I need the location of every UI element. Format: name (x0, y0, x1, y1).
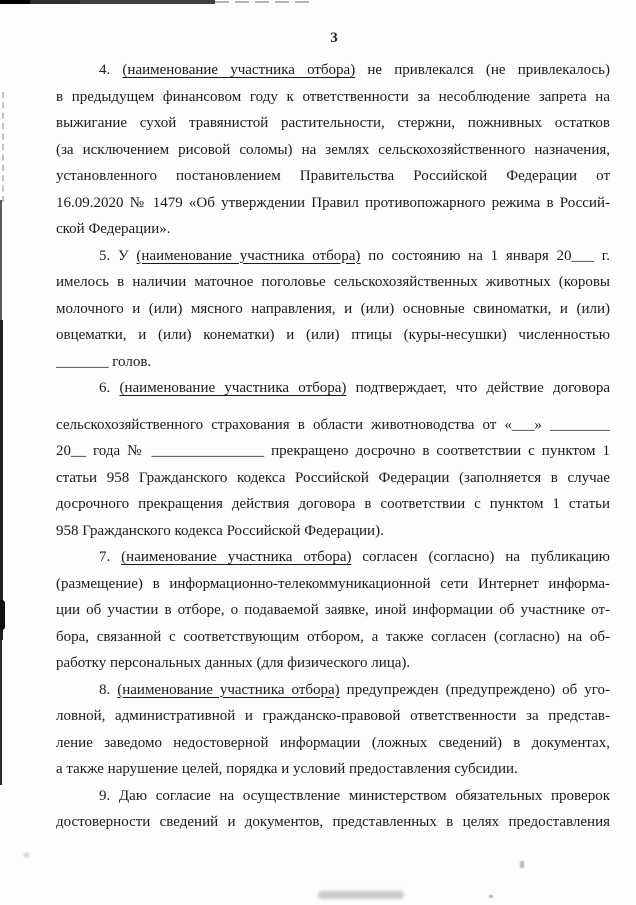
text-segment: 16.09.2020 № 1479 «Об утверждении Правил противопожарного режима в Россий- (56, 194, 610, 211)
text-segment: достоверности сведений и документов, представленных в целях предоставления (56, 814, 610, 830)
text-segment: (размещение) в информационно-телекоммуникационной сети Интернет информа- (56, 575, 610, 592)
document-line (56, 438, 610, 465)
document-line (56, 110, 610, 137)
scan-artifact-left-dashed-line (2, 92, 4, 202)
document-line (56, 650, 610, 677)
text-segment: 5. У (99, 247, 137, 264)
document-line (56, 190, 610, 217)
text-segment: 8. (99, 681, 118, 698)
document-line (56, 809, 610, 836)
document-line (56, 491, 610, 518)
document-line (56, 518, 610, 545)
document-body (56, 57, 610, 836)
document-line (56, 783, 610, 810)
text-segment: по состоянию на 1 января 20___ г. (360, 247, 610, 264)
text-segment: сельскохозяйственного страхования в области животноводства от «___» ________ (56, 416, 610, 433)
paragraph-8 (56, 677, 610, 783)
document-line (56, 84, 610, 111)
scan-artifact-dot (489, 895, 493, 898)
paragraph-7 (56, 544, 610, 677)
text-segment: 958 Гражданского кодекса Российской Федерации). (56, 522, 384, 539)
document-line (56, 243, 610, 270)
underlined-placeholder: (наименование участника отбора) (121, 549, 352, 565)
text-segment: имелось в наличии маточное поголовье сельскохозяйственных животных (коровы (56, 274, 610, 290)
text-segment: ции об участии в отборе, о подаваемой заявке, иной информации об участнике от- (56, 602, 610, 618)
text-segment: 20__ года № _______________ прекращено досрочно в соответствии с пунктом 1 (56, 443, 610, 459)
document-line (56, 375, 610, 402)
underlined-placeholder: (наименование участника отбора) (117, 681, 340, 698)
document-line (56, 137, 610, 164)
scan-artifact-dot (520, 861, 524, 868)
document-line (56, 544, 610, 571)
document-line (56, 465, 610, 492)
text-segment: выжигание сухой травянистой растительности, стержни, пожнивных остатков (56, 115, 610, 131)
document-line (56, 163, 610, 190)
scan-artifact-top-bar (0, 0, 215, 4)
scan-artifact-left-line (0, 320, 3, 640)
document-line (56, 571, 610, 598)
document-line (56, 677, 610, 704)
document-line (56, 412, 610, 439)
document-line (56, 703, 610, 730)
text-segment: ловной, административной и гражданско-правовой ответственности за представ- (56, 708, 610, 724)
text-segment: 7. (99, 549, 122, 565)
text-segment: в предыдущем финансовом году к ответственности за несоблюдение запрета на (56, 88, 610, 105)
paragraph-5 (56, 243, 610, 376)
underlined-placeholder: (наименование участника отбора) (119, 380, 347, 396)
text-segment: овцематки, и (или) конематки) и (или) птицы (куры-несушки) численностью (56, 327, 610, 343)
text-segment: а также нарушение целей, порядка и условий предоставления субсидии. (56, 761, 518, 777)
text-segment: досрочного прекращения действия договора в соответствии с пунктом 1 статьи (56, 496, 610, 512)
scan-artifact-top-bar-faint (215, 1, 315, 3)
underlined-placeholder: (наименование участника отбора) (136, 247, 361, 264)
document-line (56, 730, 610, 757)
scan-artifact-dot (24, 853, 29, 857)
text-segment: 6. (99, 380, 120, 396)
text-segment: работку персональных данных (для физического лица). (56, 655, 411, 671)
underlined-placeholder: (наименование участника отбора) (122, 62, 356, 78)
text-segment: согласен (согласно) на публикацию (351, 549, 610, 565)
document-line (56, 216, 610, 243)
document-line (56, 597, 610, 624)
paragraph-6 (56, 375, 610, 544)
text-segment: подтверждает, что действие договора (346, 380, 610, 396)
page-number: 3 (330, 30, 338, 46)
document-line (56, 756, 610, 783)
scan-artifact-left-line (0, 200, 2, 320)
document-line (56, 624, 610, 651)
document-line (56, 349, 610, 376)
scan-artifact-smudge (318, 891, 404, 899)
text-segment: предупрежден (предупреждено) об уго- (339, 681, 610, 698)
document-line (56, 322, 610, 349)
paragraph-9 (56, 783, 610, 836)
document-line (56, 57, 610, 84)
scan-artifact-left-blob (0, 600, 5, 630)
text-segment: ление заведомо недостоверной информации (ложных сведений) в документах, (56, 734, 610, 751)
text-segment: не привлекался (не привлекалось) (355, 62, 610, 78)
document-line (56, 269, 610, 296)
text-segment: установленного постановлением Правительства Российской Федерации от (56, 168, 610, 184)
text-segment: _______ голов. (56, 353, 152, 370)
text-segment: 4. (99, 62, 123, 78)
text-segment: ской Федерации». (56, 221, 171, 237)
paragraph-4 (56, 57, 610, 243)
text-segment: молочного и (или) мясного направления, и (или) основные свиноматки, и (или) (56, 300, 610, 317)
text-segment: статьи 958 Гражданского кодекса Российской Федерации (заполняется в случае (56, 469, 610, 486)
document-line (56, 296, 610, 323)
text-segment: бора, связанной с соответствующим отбором, а также согласен (согласно) на об- (56, 628, 610, 645)
scan-artifact-left-line (0, 640, 2, 785)
text-segment: 9. Даю согласие на осуществление министерством обязательных проверок (99, 787, 610, 804)
text-segment: (за исключением рисовой соломы) на землях сельскохозяйственного назначения, (56, 141, 610, 158)
